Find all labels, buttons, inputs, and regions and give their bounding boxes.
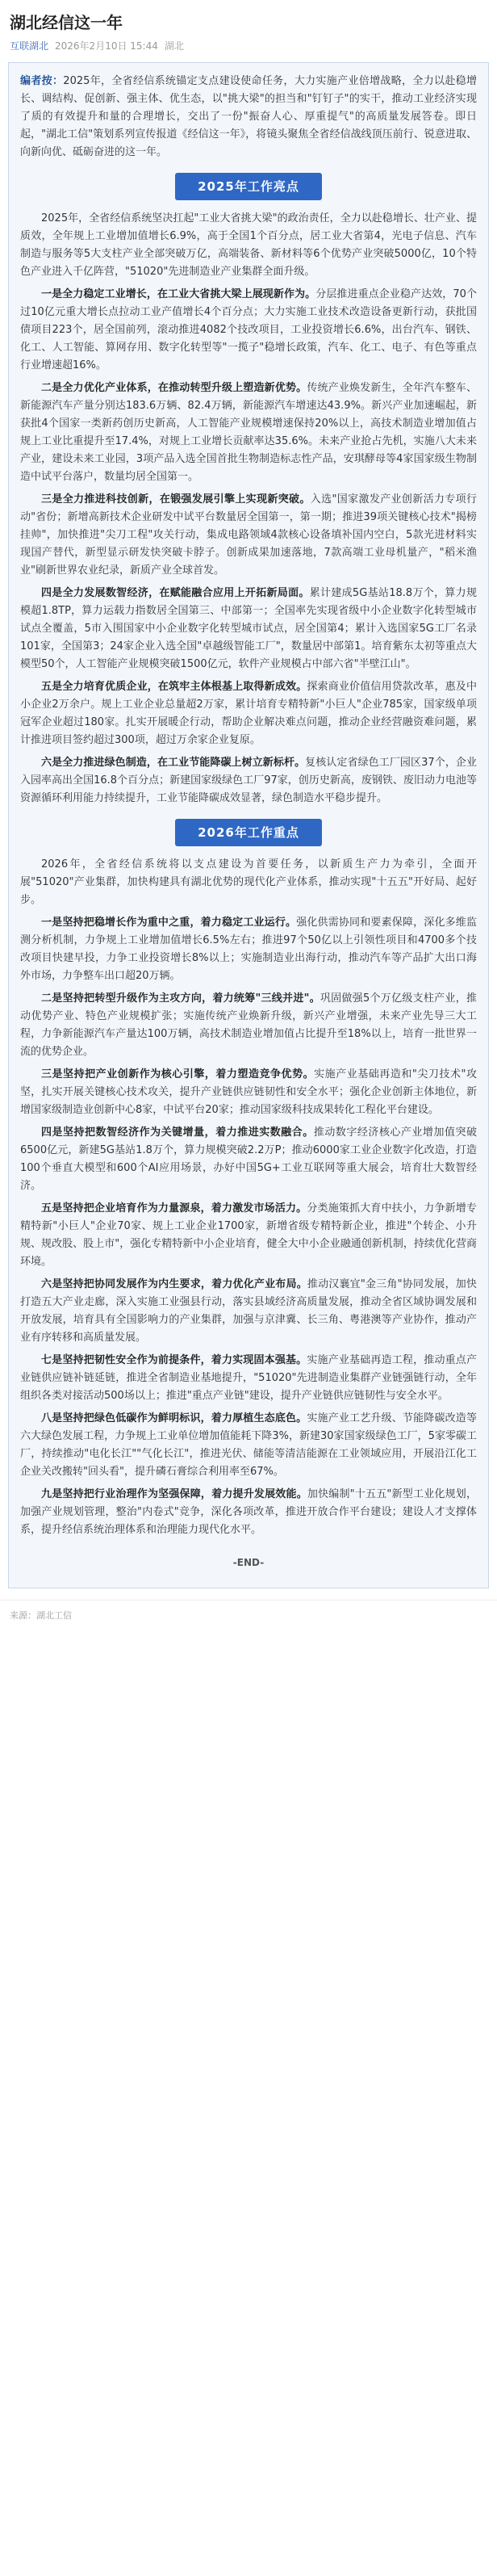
editor-note-text: 2025年，全省经信系统锚定支点建设使命任务，大力实施产业倍增战略，全力以赴稳增长、调结构、促创新、强主体、优生态，以"挑大梁"的担当和"钉钉子"的实干，推动工业经济实现了质的有效提升和量的合理增长，交出了一份"振奋人心、厚重提气"的高质量发展答卷。即日起，"湖北工信"策划系列宣传报道《经信这一年》，将镜头聚焦全省经信战线顶压前行、锐意进取、向新向优、砥砺奋进的这一年。 (20, 75, 477, 158)
point-2026-3-lead: 三是坚持把产业创新作为核心引擎，着力塑造竞争优势。 (41, 1068, 315, 1080)
publish-location: 湖北 (164, 40, 184, 52)
point-2025-6 (20, 754, 477, 808)
point-2025-5 (20, 678, 477, 749)
point-2026-9-lead: 九是坚持把行业治理作为坚强保障，着力提升发展效能。 (41, 1488, 307, 1500)
point-2026-5 (20, 1200, 477, 1271)
point-2026-2-text: 巩固做强5个万亿级支柱产业，推动优势产业、特色产业规模扩张；实施传统产业焕新升级，新兴产业增强，未来产业先导三大工程，力争新能源汽车产量达100万辆，高技术制造业增加值占比提升至18%以上，培育一批世界一流的优势企业。 (20, 992, 477, 1058)
point-2025-2-text: 传统产业焕发新生，全年汽车整车、新能源汽车产量分别达183.6万辆、82.4万辆，新能源汽车增速达43.9%。新兴产业加速崛起，新获批4个国家一类新药创历史新高，人工智能产业规模增速保持20%以上，高技术制造业增加值占规上工业比重提升至17.4%，对规上工业增长贡献率达35.6%。未来产业抢占先机，实施八大未来产业，建设未来工业园，3项产品入选全国首批生物制造标志性产品，安琪酵母等4家国家级生物制造中试平台落户，数量均居全国第一。 (20, 382, 477, 483)
point-2026-5-lead: 五是坚持把企业培育作为力量源泉，着力激发市场活力。 (41, 1202, 307, 1215)
point-2025-4-text: 累计建成5G基站18.8万个，算力规模超1.8TP，算力运载力指数居全国第三、中部第一；全国率先实现省级中小企业数字化转型城市试点全覆盖，5市入围国家中小企业数字化转型城市试点，居全国第4；累计入选国家5G工厂名录101家，全国第3；24家企业入选全国"卓越级智能工厂"，数量居中部第1。培育紫东太初等重点大模型50个，人工智能产业规模突破1500亿元，软件产业规模占中部六省"半壁江山"。 (20, 587, 477, 670)
point-2025-2-lead: 二是全力优化产业体系，在推动转型升级上塑造新优势。 (41, 382, 307, 394)
point-2026-5-text: 分类施策抓大育中扶小，力争新增专精特新"小巨人"企业70家、规上工业企业1700家，新增省级专精特新企业，推进"个转企、小升规、规改股、股上市"，强化专精特新中小企业培育，健全大中小企业融通创新机制，持续优化营商环境。 (20, 1202, 477, 1268)
point-2026-7-text: 实施产业基础再造工程，推动重点产业链供应链补链延链，推进全省制造业基地提升，"51020"先进制造业集群产业链强链行动，全年组织各类对接活动500场以上；推进"重点产业链"建设，提升产业链供应链韧性与安全水平。 (20, 1354, 477, 1402)
point-2025-1-lead: 一是全力稳定工业增长，在工业大省挑大梁上展现新作为。 (41, 288, 316, 300)
article-title: 湖北经信这一年 (10, 13, 123, 32)
editor-note-label: 编者按： (20, 75, 64, 87)
point-2025-5-lead: 五是全力培育优质企业，在筑牢主体根基上取得新成效。 (41, 681, 307, 693)
overview-2026: 2026年，全省经信系统将以支点建设为首要任务，以新质生产力为牵引，全面开展"51020"产业集群，加快构建具有湖北优势的现代化产业体系，推动实现"十五五"开好局、起好步。 (20, 858, 477, 906)
section-banner-2025 (20, 173, 477, 200)
publish-datetime: 2026年2月10日 15:44 (55, 40, 158, 52)
point-2026-1-text: 强化供需协同和要素保障，深化多维监测分析机制，力争规上工业增加值增长6.5%左右；推进97个50亿以上引领性项目和4700多个技改项目快建早投，力争工业投资增长8%以上；实施制造业出海行动，推动汽车等产品扩大出口海外市场，力争整车出口超20万辆。 (20, 917, 477, 982)
point-2026-7-lead: 七是坚持把韧性安全作为前提条件，着力实现固本强基。 (41, 1354, 307, 1366)
point-2026-1 (20, 914, 477, 985)
article-body-card (8, 62, 489, 1588)
point-2026-6-lead: 六是坚持把协同发展作为内生要求，着力优化产业布局。 (41, 1278, 307, 1290)
point-2025-4 (20, 585, 477, 673)
point-2025-1-text: 分层推进重点企业稳产达效，70个过10亿元重大增长点拉动工业产值增长4个百分点；大力实施工业技术改造设备更新行动，获批国债项目223个，居全国前列，滚动推进4082个技改项目，工业投资增长6.6%，出台汽车、钢铁、化工、人工智能、算网存用、数字化转型等"一揽子"稳增长政策，汽车、化工、电子、有色等重点行业增速超16%。 (20, 288, 477, 371)
point-2026-8 (20, 1410, 477, 1481)
point-2026-9 (20, 1486, 477, 1539)
section-banner-2026-label: 2026年工作重点 (175, 819, 322, 846)
end-mark: -END- (232, 1557, 265, 1568)
article-source: 来源：湖北工信 (0, 1600, 497, 1630)
point-2026-6 (20, 1276, 477, 1347)
editor-note (20, 73, 477, 162)
source-account-link[interactable]: 互联湖北 (10, 40, 49, 52)
point-2025-1 (20, 286, 477, 375)
point-2026-7 (20, 1352, 477, 1405)
point-2025-4-lead: 四是全力发展数智经济，在赋能融合应用上开拓新局面。 (41, 587, 310, 599)
section-banner-2025-label: 2025年工作亮点 (175, 173, 322, 200)
point-2025-6-lead: 六是全力推进绿色制造，在工业节能降碳上树立新标杆。 (41, 757, 306, 769)
point-2026-2-lead: 二是坚持把转型升级作为主攻方向，着力统筹"三线并进"。 (41, 992, 320, 1005)
point-2026-2 (20, 990, 477, 1061)
point-2025-6-text: 复核认定省绿色工厂园区37个，企业入园率高出全国16.8个百分点；新建国家级绿色工厂97家，创历史新高，废钢铁、废旧动力电池等资源循环利用能力持续提升，工业节能降碳成效显著，绿色制造水平稳步提升。 (20, 757, 477, 804)
article-meta (0, 34, 497, 62)
point-2026-8-text: 实施产业工艺升级、节能降碳改造等六大绿色发展工程，力争规上工业单位增加值能耗下降3%，新建30家国家级绿色工厂，5家零碳工厂，持续推动"电化长江""气化长江"，推进光伏、储能等清洁能源在工业领域应用，开展沿江化工企业关改搬转"回头看"，提升磷石膏综合利用率至67%。 (20, 1412, 477, 1478)
section-banner-2026 (20, 819, 477, 846)
point-2026-3-text: 实施产业基础再造和"尖刀技术"攻坚，扎实开展关键核心技术攻关，提升产业链供应链韧性和安全水平；强化企业创新主体地位，新增国家级制造业创新中心8家，中试平台20家；推动国家级科技成果转化工程化平台建设。 (20, 1068, 477, 1116)
point-2026-8-lead: 八是坚持把绿色低碳作为鲜明标识，着力厚植生态底色。 (41, 1412, 307, 1424)
point-2025-3 (20, 491, 477, 580)
point-2026-3 (20, 1066, 477, 1119)
point-2026-1-lead: 一是坚持把稳增长作为重中之重，着力稳定工业运行。 (41, 917, 297, 929)
point-2026-6-text: 推动汉襄宜"金三角"协同发展，加快打造五大产业走廊，深入实施工业强县行动，落实县域经济高质量发展，推动全省区域协调发展和开放发展，培育具有全国影响力的产业集群，加强与京津冀、长三角、粤港澳等产业协作，推动产业有序转移和高质量发展。 (20, 1278, 477, 1344)
point-2025-2 (20, 380, 477, 486)
point-2026-4-text: 推动数字经济核心产业增加值突破6500亿元，新建5G基站1.8万个，算力规模突破2.2万P；推动6000家工业企业数字化改造，打造100个垂直大模型和600个AI应用场景，办好中国5G+工业互联网等重大展会，培育壮大数智经济。 (20, 1126, 477, 1192)
point-2026-4 (20, 1124, 477, 1195)
point-2025-3-text: 入选"国家激发产业创新活力专项行动"省份；新增高新技术企业研发中试平台数量居全国第一，第一期；推进39项关键核心技术"揭榜挂帅"，加快推进"尖刀工程"攻关行动，集成电路领域4款核心设备填补国内空白，5款光进材料实现国产替代，新型显示研发快突破卡脖子。创新成果加速落地，7款高端工业母机量产，"稻米渔业"刷新世界农业纪录，新质产业全球首发。 (20, 493, 477, 577)
point-2025-5-text: 探索商业价值信用贷款改革，惠及中小企业2万余户。规上工业企业总量超2万家，累计培育专精特新"小巨人"企业785家，国家级单项冠军企业超过180家。扎实开展暖企行动，帮助企业解决难点问题，推动企业经营融资难问题，累计推进项目签约超过300项，超过万余家企业复原。 (20, 681, 477, 746)
overview-2025: 2025年，全省经信系统坚决扛起"工业大省挑大梁"的政治责任，全力以赴稳增长、壮产业、提质效，全年规上工业增加值增长6.9%，高于全国1个百分点，居工业大省第4，光电子信息、汽车制造与服务等5大支柱产业全部突破万亿，高端装备、新材料等6个优势产业突破5000亿，10个特色产业进入千亿阵营，"51020"先进制造业产业集群全面升级。 (20, 212, 477, 278)
point-2026-9-text: 加快编制"十五五"新型工业化规划，加强产业规划管理，整治"内卷式"竞争，深化各项改革，推进开放合作平台建设；建设人才支撑体系，提升经信系统治理体系和治理能力现代化水平。 (20, 1488, 477, 1536)
point-2025-3-lead: 三是全力推进科技创新，在锻强发展引擎上实现新突破。 (41, 493, 311, 506)
point-2026-4-lead: 四是坚持把数智经济作为关键增量，着力推进实数融合。 (41, 1126, 314, 1139)
